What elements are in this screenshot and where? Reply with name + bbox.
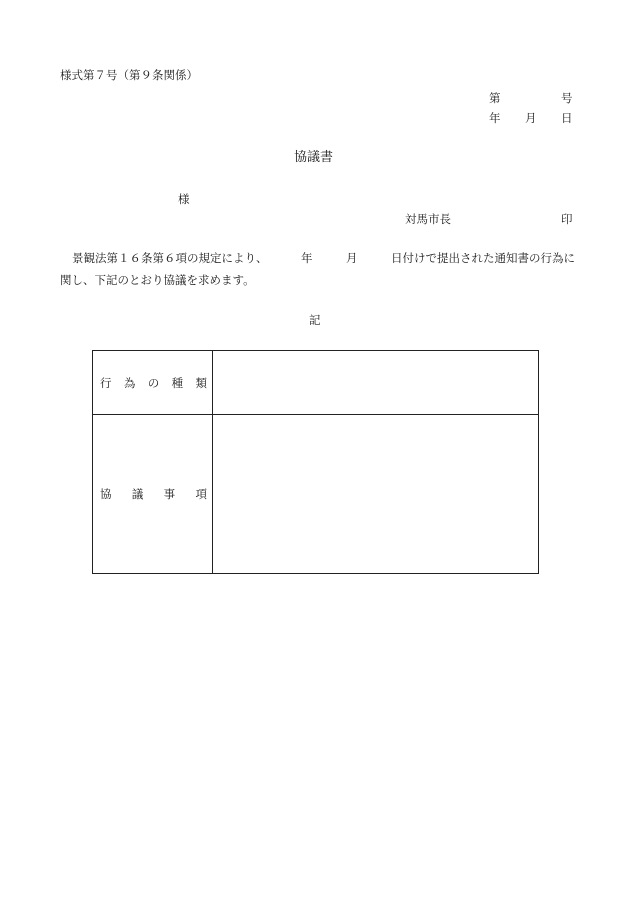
consultation-items-label-cell — [93, 415, 213, 573]
body-line-2: 関し、下記のとおり協議を求めます。 — [60, 273, 255, 287]
label-char: 種 — [171, 375, 184, 390]
consultation-items-value-cell[interactable] — [213, 415, 538, 573]
addressee-honorific: 様 — [178, 192, 190, 206]
sender-name: 対馬市長 — [405, 212, 451, 226]
details-table — [92, 350, 539, 574]
date-year-label: 年 — [489, 111, 501, 125]
table-row — [93, 351, 538, 415]
action-type-label-cell — [93, 351, 213, 414]
body-line-1-tail: 日付けで提出された通知書の行為に — [391, 251, 575, 265]
consultation-items-label — [100, 486, 207, 502]
seal-mark: 印 — [561, 212, 573, 226]
action-type-value-cell[interactable] — [213, 351, 538, 414]
label-char: 行 — [100, 375, 112, 390]
label-char: 事 — [163, 487, 176, 501]
label-char: 為 — [123, 375, 136, 390]
document-number-prefix: 第 — [489, 91, 501, 105]
body-year-label: 年 — [301, 251, 313, 265]
body-paragraph — [60, 247, 575, 291]
label-char: 議 — [131, 487, 144, 501]
table-row — [93, 415, 538, 573]
label-char: の — [147, 375, 160, 390]
label-char: 類 — [195, 375, 207, 390]
form-number: 様式第７号（第９条関係） — [60, 68, 198, 82]
date-month-label: 月 — [525, 111, 537, 125]
body-line-1-lead: 景観法第１６条第６項の規定により、 — [72, 251, 268, 265]
date-day-label: 日 — [561, 111, 573, 125]
label-char: 協 — [100, 487, 112, 501]
document-number-suffix: 号 — [561, 91, 573, 105]
ki-heading: 記 — [309, 313, 321, 327]
body-month-label: 月 — [346, 251, 358, 265]
body-line-1 — [60, 247, 575, 269]
label-char: 項 — [195, 487, 207, 501]
action-type-label — [100, 375, 207, 391]
document-title: 協議書 — [294, 150, 334, 165]
